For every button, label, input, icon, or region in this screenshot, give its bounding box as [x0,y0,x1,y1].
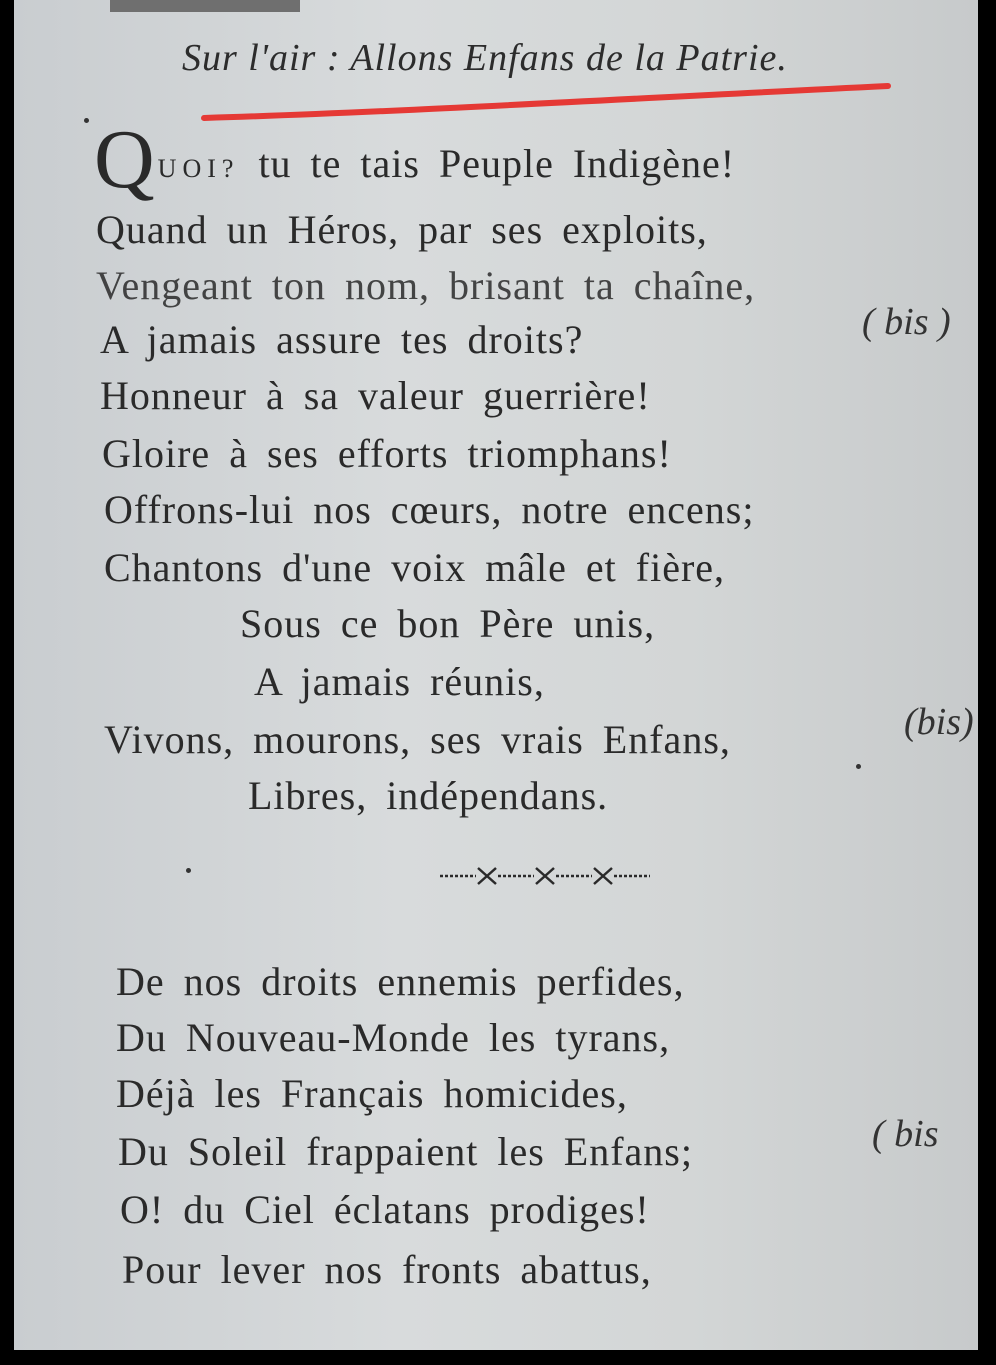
stanza2-line-2: Du Nouveau-Monde les tyrans, [116,1015,671,1060]
stanza1-line-12: Libres, indépendans. [248,773,609,818]
stanza1-line-6: Gloire à ses efforts triomphans! [102,431,672,476]
ink-speck [84,118,89,123]
ornament-divider [438,864,682,888]
ink-speck [856,764,861,769]
stanza1-line-10: A jamais réunis, [254,659,545,704]
stanza1-line-4: A jamais assure tes droits? [100,317,584,362]
small-caps-word: UOI? [157,154,240,183]
line-text: tu te tais Peuple Indigène! [258,141,736,186]
stanza1-line-11: Vivons, mourons, ses vrais Enfans, [104,717,731,762]
ink-speck [186,868,191,873]
bis-marker: ( bis ) [862,301,951,343]
stanza2-line-6: Pour lever nos fronts abattus, [122,1247,652,1292]
page-top-edge [110,0,300,12]
tune-heading: Sur l'air : Allons Enfans de la Patrie. [182,37,788,79]
stanza1-line-9: Sous ce bon Père unis, [240,601,656,646]
stanza2-line-5: O! du Ciel éclatans prodiges! [120,1187,650,1232]
stanza1-line-2: Quand un Héros, par ses exploits, [96,207,708,252]
stanza1-line-7: Offrons-lui nos cœurs, notre encens; [104,487,755,532]
drop-cap: Q [94,113,156,206]
stanza2-line-3: Déjà les Français homicides, [116,1071,628,1116]
stanza2-line-1: De nos droits ennemis perfides, [116,959,685,1004]
stanza1-line-1 [94,113,736,206]
stanza2-line-4: Du Soleil frappaient les Enfans; [118,1129,693,1174]
stanza1-line-5: Honneur à sa valeur guerrière! [100,373,651,418]
stanza1-line-8: Chantons d'une voix mâle et fière, [104,545,726,590]
bis-marker: ( bis [872,1113,939,1155]
stanza1-line-3: Vengeant ton nom, brisant ta chaîne, [96,263,756,308]
bis-marker: (bis) [904,701,974,743]
